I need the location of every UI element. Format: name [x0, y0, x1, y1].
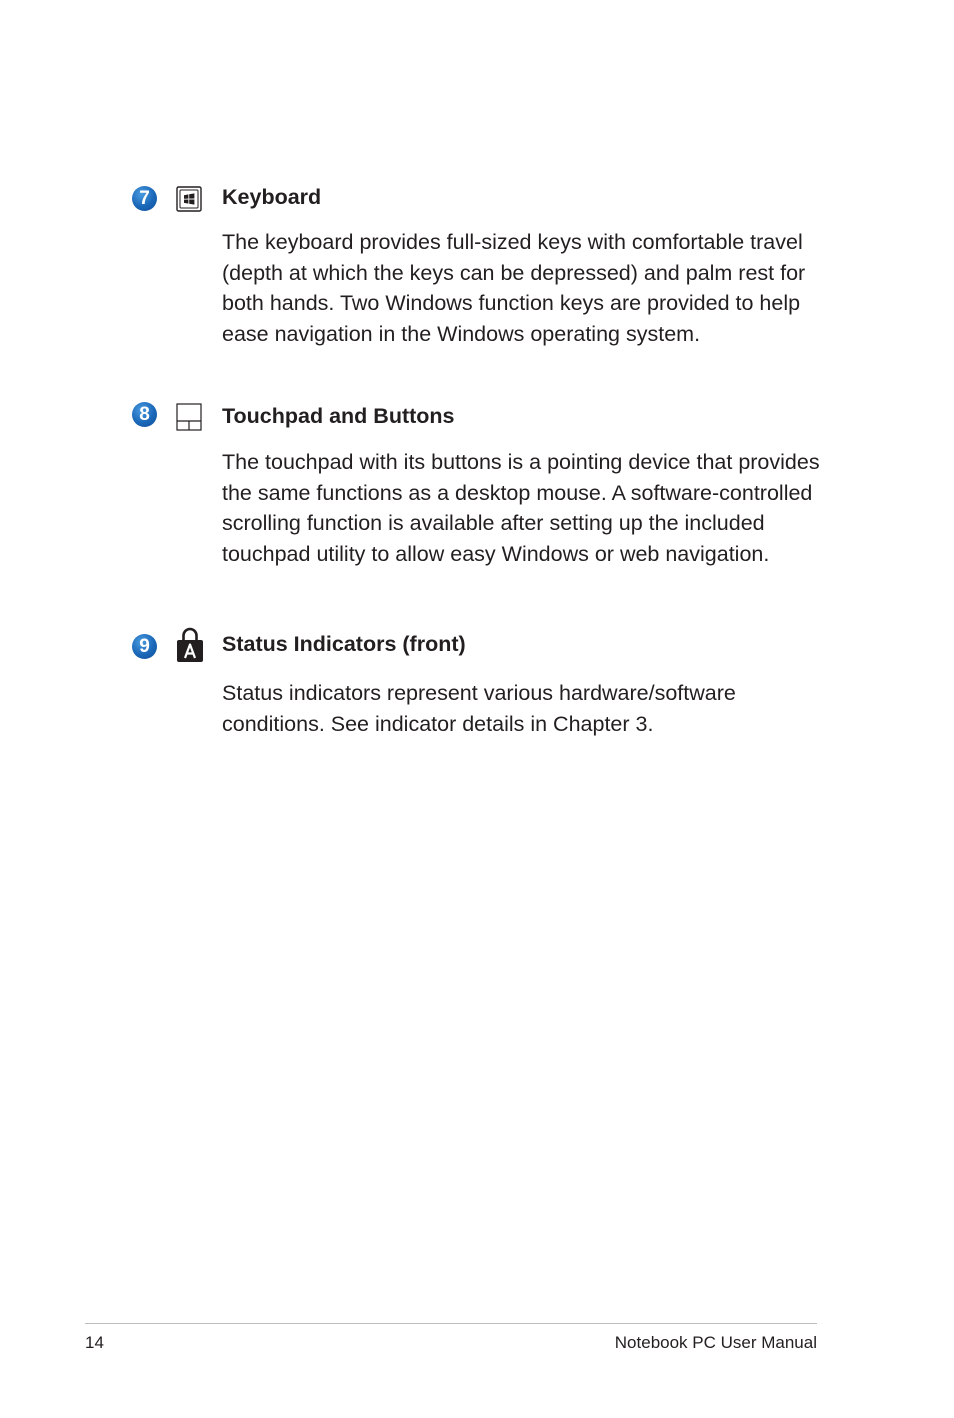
section-body: The touchpad with its buttons is a pointing device that provides the same functions as a desktop mouse. A software-controlled scrolling function is available after setting up the included touchpad utility to allow easy Windows or web navigation.	[222, 450, 820, 566]
item-number-badge: 8	[132, 402, 157, 427]
item-number-badge: 7	[132, 186, 157, 211]
item-number-badge: 9	[132, 634, 157, 659]
keyboard-windows-icon	[176, 186, 202, 217]
section-heading: Keyboard	[222, 185, 322, 209]
page-number: 14	[85, 1333, 104, 1352]
caps-lock-indicator-icon	[176, 626, 204, 667]
section-heading: Status Indicators (front)	[222, 632, 466, 656]
section-heading: Touchpad and Buttons	[222, 404, 455, 428]
manual-title: Notebook PC User Manual	[614, 1333, 817, 1352]
footer-divider	[85, 1323, 817, 1324]
touchpad-icon	[176, 403, 202, 436]
section-body: The keyboard provides full-sized keys with comfortable travel (depth at which the keys can be depressed) and palm rest for both hands. Two Windows function keys are provided to help ease navigation in the Windows operating system.	[222, 230, 806, 346]
section-body: Status indicators represent various hardware/software conditions. See indicator details in Chapter 3.	[222, 681, 736, 736]
